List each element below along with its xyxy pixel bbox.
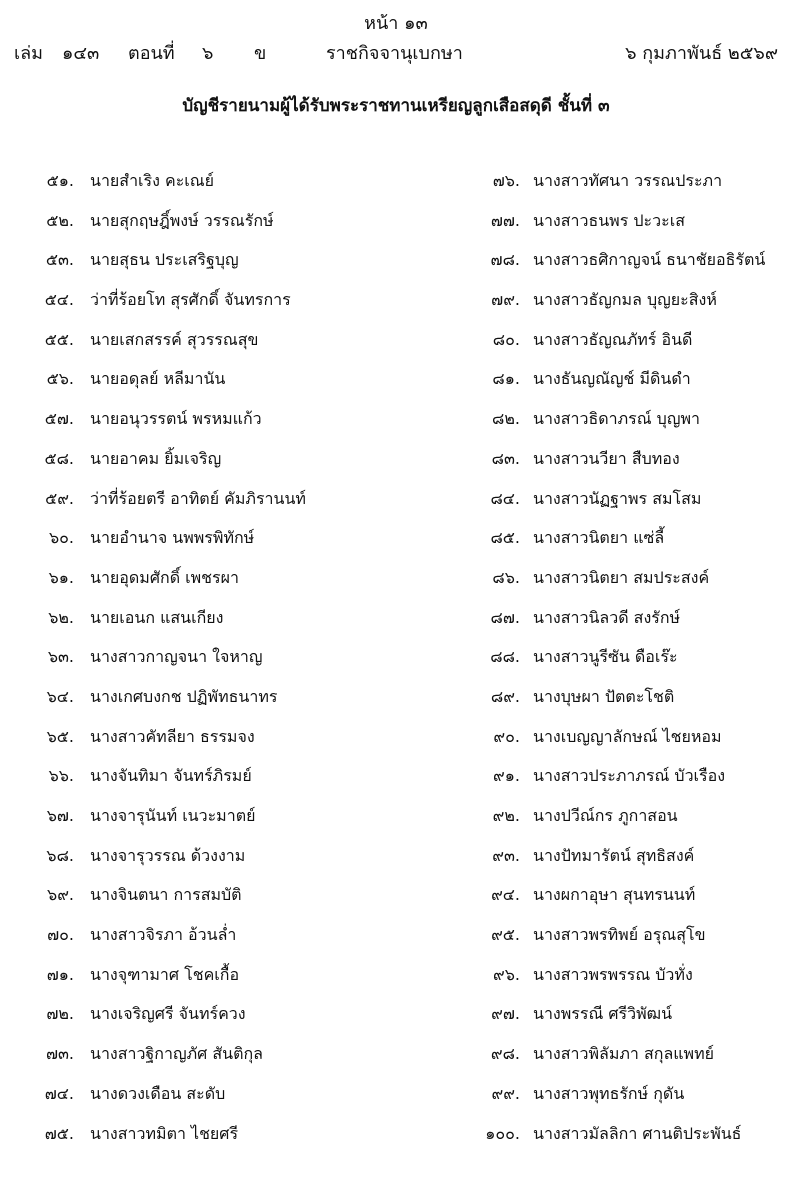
entry-name: นางสาวพรพรรณ บัวทั่ง <box>533 964 693 984</box>
list-item <box>460 206 780 246</box>
entry-name: นางสาวนูรีซัน ดือเร๊ะ <box>533 647 678 667</box>
entry-number: ๖๑. <box>48 567 74 587</box>
list-item <box>24 642 384 682</box>
entry-number: ๕๔. <box>44 290 74 310</box>
list-title: บัญชีรายนามผู้ได้รับพระราชทานเหรียญลูกเสือสดุดี ชั้นที่ ๓ <box>182 96 610 116</box>
entry-number: ๗๖. <box>492 171 520 190</box>
list-item <box>460 722 780 762</box>
right-name-column <box>460 166 780 1158</box>
entry-number: ๘๔. <box>490 488 520 508</box>
list-item <box>460 444 780 484</box>
entry-name: นายสุธน ประเสริฐบุญ <box>90 250 239 270</box>
entry-number: ๕๓. <box>45 250 74 270</box>
entry-number: ๙๔. <box>491 885 520 905</box>
list-item <box>460 1039 780 1079</box>
entry-name: นางจุฑามาศ โชคเกื้อ <box>90 964 240 984</box>
entry-number: ๖๓. <box>47 647 74 667</box>
list-item <box>460 880 780 920</box>
entry-number: ๕๖. <box>46 369 74 389</box>
entry-name: นางสาวนัฏฐาพร สมโสม <box>533 488 702 508</box>
entry-name: นางสาวประภาภรณ์ บัวเรือง <box>533 766 726 786</box>
entry-number: ๙๖. <box>493 964 520 984</box>
gazette-name: ราชกิจจานุเบกษา <box>326 43 463 64</box>
entry-number: ๕๗. <box>44 409 74 429</box>
entry-number: ๖๘. <box>46 845 74 865</box>
list-item <box>460 484 780 524</box>
entry-number: ๗๑. <box>46 964 74 984</box>
category-letter: ข <box>254 43 267 64</box>
list-item <box>460 841 780 881</box>
entry-number: ๙๗. <box>491 1004 520 1024</box>
list-item <box>460 364 780 404</box>
entry-name: นางสาวมัลลิกา ศานติประพันธ์ <box>533 1123 742 1143</box>
list-item <box>24 880 384 920</box>
entry-name: นางสาวนิตยา แซ่ลี้ <box>533 528 665 548</box>
entry-name: นางสาวกาญจนา ใจหาญ <box>90 647 263 667</box>
entry-name: นางจารุนันท์ เนวะมาตย์ <box>90 806 256 825</box>
left-name-column <box>24 166 384 1158</box>
list-item <box>24 444 384 484</box>
entry-number: ๗๒. <box>46 1004 74 1024</box>
list-item <box>24 841 384 881</box>
entry-name: นายอนุวรรตน์ พรหมแก้ว <box>90 409 262 429</box>
entry-number: ๙๒. <box>492 806 520 825</box>
entry-name: นายอดุลย์ หลีมานัน <box>90 369 226 389</box>
entry-name: นางสาวพุทธรักษ์ กุดัน <box>533 1083 685 1103</box>
entry-number: ๕๕. <box>44 329 74 349</box>
list-item <box>460 523 780 563</box>
list-item <box>460 404 780 444</box>
issue-date: ๖ กุมภาพันธ์ ๒๕๖๙ <box>625 43 778 64</box>
entry-number: ๗๓. <box>45 1044 74 1064</box>
list-item <box>460 682 780 722</box>
section-label: ตอนที่ <box>128 43 175 64</box>
list-item <box>460 285 780 325</box>
list-item <box>24 603 384 643</box>
volume-number: ๑๔๓ <box>62 43 100 64</box>
entry-number: ๙๘. <box>490 1044 520 1064</box>
list-item <box>460 1079 780 1119</box>
entry-name: นางเจริญศรี จันทร์ควง <box>90 1004 246 1024</box>
entry-number: ๗๗. <box>490 210 520 230</box>
list-item <box>460 603 780 643</box>
entry-name: นางจันทิมา จันทร์ภิรมย์ <box>90 766 252 786</box>
list-item <box>24 920 384 960</box>
entry-number: ๖๕. <box>46 726 74 746</box>
list-item <box>24 285 384 325</box>
list-item <box>24 563 384 603</box>
entry-number: ๗๐. <box>47 925 74 945</box>
list-item <box>24 801 384 841</box>
list-item <box>24 1079 384 1119</box>
entry-name: นางปัทมารัตน์ สุทธิสงค์ <box>533 845 695 865</box>
list-item <box>24 682 384 722</box>
entry-number: ๗๙. <box>491 290 520 310</box>
entry-name: นางสาวธศิกาญจน์ ธนาชัยอธิรัตน์ <box>533 250 766 270</box>
list-item <box>460 999 780 1039</box>
entry-name: นางสาวนิลวดี สงรักษ์ <box>533 607 681 627</box>
entry-number: ๖๗. <box>46 806 74 825</box>
section-number: ๖ <box>202 43 214 64</box>
entry-number: ๙๓. <box>492 845 520 865</box>
list-item <box>24 1039 384 1079</box>
entry-number: ๕๙. <box>45 488 74 508</box>
list-item <box>460 960 780 1000</box>
page-number: หน้า ๑๓ <box>364 13 428 34</box>
list-item <box>460 920 780 960</box>
entry-name: นางบุษผา ปัตตะโชติ <box>533 686 675 706</box>
entry-name: นายสุกฤษฎิ์พงษ์ วรรณรักษ์ <box>90 210 274 230</box>
entry-name: นางสาวธัญกมล บุญยะสิงห์ <box>533 290 717 310</box>
entry-number: ๖๖. <box>48 766 74 786</box>
entry-number: ๘๗. <box>490 607 520 627</box>
list-item <box>24 761 384 801</box>
entry-number: ๖๐. <box>48 528 74 548</box>
entry-name: นางผกาอุษา สุนทรนนท์ <box>533 885 696 905</box>
volume-label: เล่ม <box>14 43 44 64</box>
entry-number: ๙๕. <box>491 925 520 945</box>
entry-number: ๙๐. <box>493 726 520 746</box>
entry-name: นางสาวนวียา สืบทอง <box>533 448 680 468</box>
list-item <box>24 166 384 206</box>
entry-name: นายเสกสรรค์ สุวรรณสุข <box>90 329 259 349</box>
list-item <box>24 206 384 246</box>
entry-name: นางสาวทัศนา วรรณประภา <box>533 171 723 190</box>
entry-number: ๙๙. <box>491 1083 520 1103</box>
list-item <box>460 325 780 365</box>
list-item <box>24 960 384 1000</box>
entry-number: ๑๐๐. <box>485 1123 520 1143</box>
list-item <box>24 1119 384 1159</box>
entry-name: นางจารุวรรณ ด้วงงาม <box>90 845 246 865</box>
list-item <box>460 642 780 682</box>
entry-number: ๕๑. <box>46 171 74 190</box>
entry-number: ๗๔. <box>44 1083 74 1103</box>
gazette-header <box>14 38 778 64</box>
entry-number: ๘๘. <box>490 647 520 667</box>
list-item <box>24 245 384 285</box>
list-item <box>24 523 384 563</box>
entry-name: นางสาวธัญณภัทร์ อินดี <box>533 329 693 349</box>
entry-number: ๘๖. <box>492 567 520 587</box>
entry-name: นางธันญณัญช์ มีดินดำ <box>533 369 691 389</box>
entry-name: นางเบญญาลักษณ์ ไชยหอม <box>533 726 722 746</box>
entry-name: ว่าที่ร้อยโท สุรศักดิ์ จันทรการ <box>90 290 291 310</box>
entry-name: นางสาวพรทิพย์ อรุณสุโข <box>533 925 706 945</box>
entry-number: ๘๙. <box>490 686 520 706</box>
entry-name: นายอำนาจ นพพรพิทักษ์ <box>90 528 255 548</box>
list-item <box>24 325 384 365</box>
entry-number: ๕๒. <box>46 210 74 230</box>
entry-name: นางสาวธิดาภรณ์ บุญพา <box>533 409 700 429</box>
entry-number: ๘๕. <box>490 528 520 548</box>
entry-number: ๘๓. <box>491 448 520 468</box>
entry-name: นางสาวทมิตา ไชยศรี <box>90 1123 239 1143</box>
entry-name: นางสาวจิรภา อ้วนล่ำ <box>90 925 237 945</box>
list-item <box>24 999 384 1039</box>
entry-number: ๘๒. <box>492 409 520 429</box>
entry-name: นางเกศบงกช ปฏิพัทธนาทร <box>90 686 278 706</box>
entry-name: นางสาวพิลัมภา สกุลแพทย์ <box>533 1044 715 1064</box>
entry-name: นางสาวธนพร ปะวะเส <box>533 210 685 230</box>
entry-name: นางสาวฐิกาญภัศ สันติกุล <box>90 1044 263 1064</box>
entry-name: ว่าที่ร้อยตรี อาทิตย์ คัมภิรานนท์ <box>90 488 306 508</box>
entry-name: นายเอนก แสนเกียง <box>90 607 224 627</box>
entry-number: ๙๑. <box>493 766 520 786</box>
list-item <box>24 722 384 762</box>
entry-name: นางจินตนา การสมบัติ <box>90 885 242 905</box>
entry-number: ๘๐. <box>492 329 520 349</box>
entry-name: นางดวงเดือน สะดับ <box>90 1083 226 1103</box>
entry-number: ๗๘. <box>490 250 520 270</box>
list-item <box>24 364 384 404</box>
entry-name: นายสำเริง คะเณย์ <box>90 171 214 190</box>
entry-name: นายอุดมศักดิ์ เพชรผา <box>90 567 239 587</box>
list-item <box>24 484 384 524</box>
entry-number: ๕๘. <box>44 448 74 468</box>
list-item <box>460 1119 780 1159</box>
list-item <box>460 563 780 603</box>
list-item <box>460 801 780 841</box>
entry-number: ๘๑. <box>492 369 520 389</box>
list-item <box>460 761 780 801</box>
list-item <box>460 245 780 285</box>
entry-name: นางพรรณี ศรีวิพัฒน์ <box>533 1004 673 1024</box>
entry-number: ๖๒. <box>48 607 74 627</box>
list-item <box>460 166 780 206</box>
entry-number: ๗๕. <box>44 1123 74 1143</box>
entry-name: นางสาวคัทลียา ธรรมจง <box>90 726 255 746</box>
entry-name: นางสาวนิตยา สมประสงค์ <box>533 567 710 587</box>
list-item <box>24 404 384 444</box>
entry-name: นายอาคม ยิ้มเจริญ <box>90 448 222 468</box>
entry-name: นางปวีณ์กร ภูกาสอน <box>533 806 678 825</box>
entry-number: ๖๔. <box>46 686 74 706</box>
entry-number: ๖๙. <box>47 885 74 905</box>
